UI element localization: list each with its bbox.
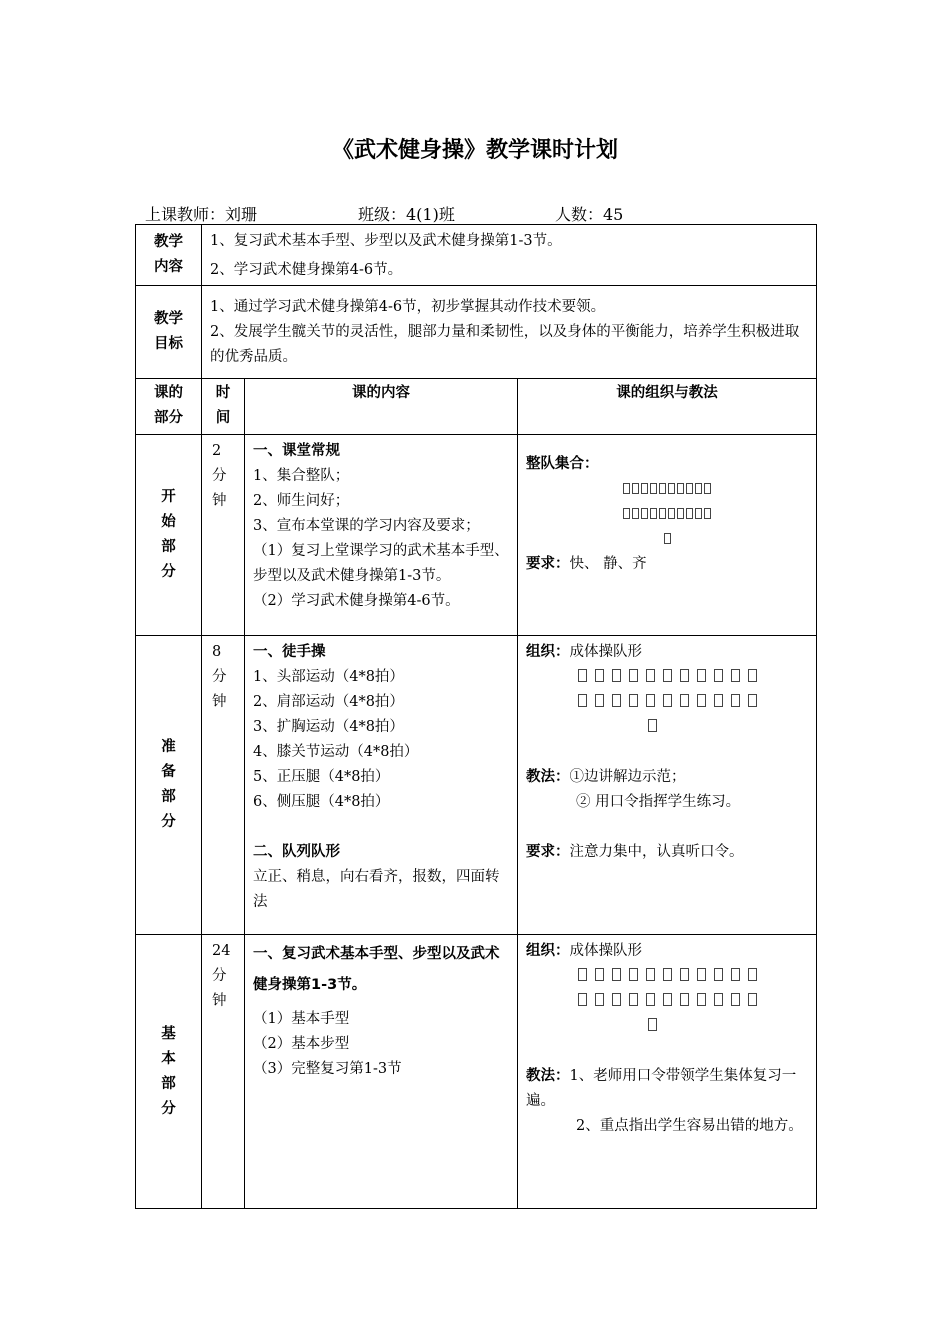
method-header: 课的组织与教法	[518, 379, 817, 435]
student-marker	[648, 1018, 657, 1031]
prep-item: 4、膝关节运动（4*8拍）	[253, 744, 419, 760]
student-marker	[748, 694, 757, 707]
student-marker	[686, 508, 693, 519]
basic-time-cell	[202, 935, 245, 1209]
student-marker	[578, 968, 587, 981]
teacher-marker	[526, 527, 808, 552]
student-marker	[731, 993, 740, 1006]
prep-time-unit: 分	[212, 669, 227, 685]
content-item: 1、复习武术基本手型、步型以及武术健身操第1-3节。	[210, 233, 562, 249]
student-marker	[646, 694, 655, 707]
student-marker	[697, 968, 706, 981]
student-marker	[697, 993, 706, 1006]
student-marker	[595, 993, 604, 1006]
prep-item: 1、头部运动（4*8拍）	[253, 669, 404, 685]
student-marker	[748, 968, 757, 981]
student-marker	[695, 483, 702, 494]
student-marker	[612, 993, 621, 1006]
student-marker	[595, 669, 604, 682]
student-marker	[646, 669, 655, 682]
start-item: 1、集合整队；	[253, 468, 350, 484]
student-marker	[663, 993, 672, 1006]
content-label: 教学内容	[154, 234, 183, 275]
prep-method-cell	[518, 636, 817, 935]
goal-row	[136, 286, 817, 379]
start-method-label: 整队集合：	[526, 456, 599, 472]
student-marker	[659, 508, 666, 519]
student-marker	[697, 669, 706, 682]
count-label: 人数：45	[555, 205, 624, 224]
student-marker	[659, 483, 666, 494]
student-marker	[668, 483, 675, 494]
student-marker	[731, 968, 740, 981]
header-row	[136, 379, 817, 435]
goal-label-cell	[136, 286, 202, 379]
prep-item: 2、肩部运动（4*8拍）	[253, 694, 404, 710]
basic-item: （2）基本步型	[253, 1036, 350, 1052]
basic-heading: 一、复习武术基本手型、步型以及武术健身操第1-3节。	[253, 946, 500, 993]
student-marker	[612, 968, 621, 981]
student-marker	[629, 694, 638, 707]
goal-label: 教学目标	[154, 311, 183, 352]
start-item: （2）学习武术健身操第4-6节。	[253, 593, 460, 609]
prep-item: 3、扩胸运动（4*8拍）	[253, 719, 404, 735]
student-marker	[686, 483, 693, 494]
time-header: 时间	[215, 385, 231, 426]
student-marker	[629, 968, 638, 981]
prep-org-text: 成体操队形	[569, 644, 642, 660]
student-marker	[646, 968, 655, 981]
start-time-cell	[202, 435, 245, 636]
basic-time-unit: 分	[212, 968, 227, 984]
prep-content-cell	[245, 636, 518, 935]
student-marker	[714, 694, 723, 707]
start-part-label: 开始部分	[161, 489, 176, 580]
student-marker	[731, 694, 740, 707]
student-marker	[695, 508, 702, 519]
goal-cell	[202, 286, 817, 379]
prep-part-label: 准备部分	[161, 739, 176, 830]
student-marker	[632, 508, 639, 519]
prep-time-cell	[202, 636, 245, 935]
student-marker	[748, 993, 757, 1006]
student-marker	[714, 993, 723, 1006]
basic-content-cell	[245, 935, 518, 1209]
prep-time-value: 8	[212, 644, 222, 660]
student-marker	[680, 669, 689, 682]
time-header-cell	[202, 379, 245, 435]
formation-row	[526, 989, 808, 1014]
prep-formation-text: 立正、稍息，向右看齐，报数，四面转法	[253, 869, 500, 910]
student-marker	[664, 533, 671, 544]
basic-item: （1）基本手型	[253, 1011, 350, 1027]
prep-req-text: 注意力集中，认真听口令。	[569, 844, 744, 860]
prep-time-unit: 钟	[212, 694, 227, 710]
prep-teach-item: ② 用口令指挥学生练习。	[576, 794, 741, 810]
formation-row	[526, 964, 808, 989]
start-req-text: 快、 静、齐	[569, 556, 647, 572]
start-part-cell	[136, 435, 202, 636]
start-heading: 一、课堂常规	[253, 443, 340, 459]
basic-time-unit: 钟	[212, 993, 227, 1009]
basic-teach-label: 教法：	[526, 1068, 570, 1084]
student-marker	[704, 483, 711, 494]
formation-row	[526, 477, 808, 502]
student-marker	[663, 669, 672, 682]
student-marker	[612, 694, 621, 707]
start-row	[136, 435, 817, 636]
prep-org-label: 组织：	[526, 644, 570, 660]
part-header-cell	[136, 379, 202, 435]
goal-item: 2、发展学生髋关节的灵活性，腿部力量和柔韧性，以及身体的平衡能力，培养学生积极进取的优秀品质。	[210, 324, 800, 365]
start-content-cell	[245, 435, 518, 636]
student-marker	[641, 483, 648, 494]
student-marker	[704, 508, 711, 519]
student-marker	[595, 968, 604, 981]
teacher-marker	[526, 715, 808, 740]
goal-item: 1、通过学习武术健身操第4-6节，初步掌握其动作技术要领。	[210, 299, 606, 315]
teacher-marker	[526, 1014, 808, 1039]
start-time-value: 2	[212, 443, 222, 459]
formation-row	[526, 502, 808, 527]
prep-teach-item: ①边讲解边示范；	[569, 769, 686, 785]
student-marker	[629, 669, 638, 682]
start-time-unit: 钟	[212, 493, 227, 509]
start-req-label: 要求：	[526, 556, 570, 572]
content-item: 2、学习武术健身操第4-6节。	[210, 262, 403, 278]
student-marker	[680, 694, 689, 707]
student-marker	[697, 694, 706, 707]
basic-item: （3）完整复习第1-3节	[253, 1061, 402, 1077]
student-marker	[663, 968, 672, 981]
teacher-label: 上课教师：刘珊	[145, 205, 258, 224]
content-label-cell	[136, 225, 202, 286]
start-item: 2、师生问好；	[253, 493, 350, 509]
student-marker	[623, 508, 630, 519]
start-item: 3、宣布本堂课的学习内容及要求；	[253, 518, 480, 534]
formation-row	[526, 690, 808, 715]
prep-item: 6、侧压腿（4*8拍）	[253, 794, 390, 810]
student-marker	[680, 968, 689, 981]
basic-row	[136, 935, 817, 1209]
start-item: （1）复习上堂课学习的武术基本手型、步型以及武术健身操第1-3节。	[253, 543, 509, 584]
basic-teach-item: 1、老师用口令带领学生集体复习一遍。	[526, 1068, 797, 1109]
start-time-unit: 分	[212, 468, 227, 484]
content-cell	[202, 225, 817, 286]
student-marker	[663, 694, 672, 707]
prep-heading-1: 一、徒手操	[253, 644, 326, 660]
student-marker	[578, 669, 587, 682]
student-marker	[714, 968, 723, 981]
prep-teach-label: 教法：	[526, 769, 570, 785]
student-marker	[595, 694, 604, 707]
student-marker	[646, 993, 655, 1006]
class-label: 班级：4(1)班	[358, 205, 455, 224]
student-marker	[623, 483, 630, 494]
student-marker	[641, 508, 648, 519]
student-marker	[650, 508, 657, 519]
basic-method-cell	[518, 935, 817, 1209]
start-method-cell	[518, 435, 817, 636]
prep-row	[136, 636, 817, 935]
student-marker	[748, 669, 757, 682]
student-marker	[629, 993, 638, 1006]
student-marker	[680, 993, 689, 1006]
prep-item: 5、正压腿（4*8拍）	[253, 769, 390, 785]
student-marker	[578, 993, 587, 1006]
student-marker	[668, 508, 675, 519]
student-marker	[677, 483, 684, 494]
prep-heading-2: 二、队列队形	[253, 844, 340, 860]
basic-part-label: 基本部分	[161, 1025, 176, 1117]
basic-teach-item: 2、重点指出学生容易出错的地方。	[576, 1118, 803, 1134]
student-marker	[714, 669, 723, 682]
prep-part-cell	[136, 636, 202, 935]
content-row	[136, 225, 817, 286]
student-marker	[632, 483, 639, 494]
part-header: 课的部分	[154, 385, 183, 426]
basic-time-value: 24	[212, 943, 231, 959]
student-marker	[731, 669, 740, 682]
formation-row	[526, 665, 808, 690]
basic-org-label: 组织：	[526, 943, 570, 959]
student-marker	[677, 508, 684, 519]
basic-org-text: 成体操队形	[569, 943, 642, 959]
page-title: 《武术健身操》教学课时计划	[331, 138, 618, 163]
content-header: 课的内容	[245, 379, 518, 435]
basic-part-cell	[136, 935, 202, 1209]
student-marker	[650, 483, 657, 494]
student-marker	[578, 694, 587, 707]
prep-req-label: 要求：	[526, 844, 570, 860]
student-marker	[612, 669, 621, 682]
student-marker	[648, 719, 657, 732]
lesson-plan-table	[135, 224, 817, 1209]
